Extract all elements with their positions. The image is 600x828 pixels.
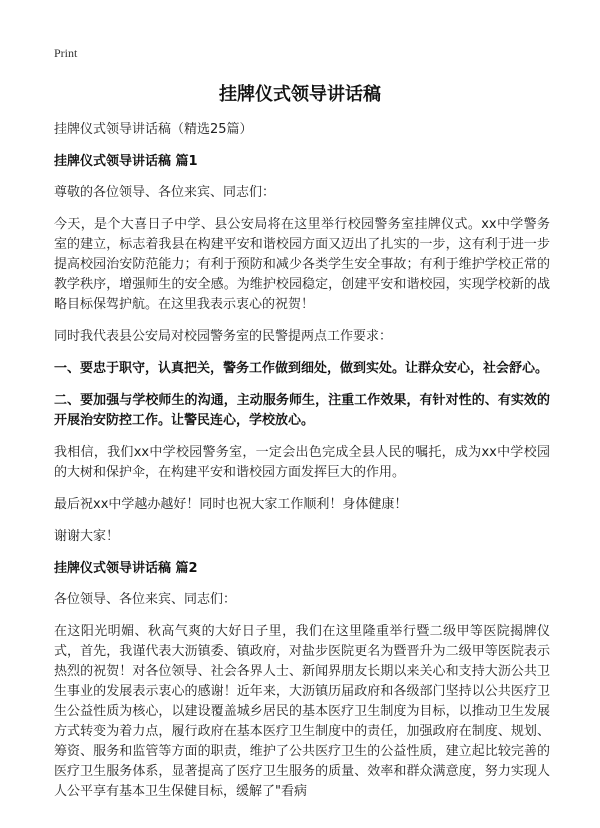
section1-requirement-2: 二、要加强与学校师生的沟通，主动服务师生，注重工作效果，有针对性的、有实效的开展治安防控工作。让警民连心，学校放心。 [54, 393, 550, 428]
section1-paragraph-1: 今天，是个大喜日子中学、县公安局将在这里举行校园警务室挂牌仪式。xx中学警务室的建立，标志着我县在构建平安和谐校园方面又迈出了扎实的一步，这有利于进一步提高校园治安防范能力；有利于预防和减少各类学生安全事故；有利于维护学校正常的教学秩序，增强师生的安全感。为维护校园稳定，创建平安和谐校园，实现学校新的战略目标保驾护航。在这里我表示衷心的祝贺！ [54, 217, 550, 312]
document-body [54, 120, 550, 814]
page-title: 挂牌仪式领导讲话稿 [219, 84, 381, 105]
print-link[interactable]: Print [54, 46, 78, 60]
section1-paragraph-4: 最后祝xx中学越办越好！同时也祝大家工作顺利！身体健康！ [54, 497, 408, 512]
section1-paragraph-5: 谢谢大家！ [54, 529, 120, 544]
section1-requirement-1: 一、要忠于职守，认真把关，警务工作做到细处，做到实处。让群众安心，社会舒心。 [54, 361, 549, 376]
section-heading-1: 挂牌仪式领导讲话稿 篇1 [54, 154, 198, 169]
section1-paragraph-3: 我相信，我们xx中学校园警务室，一定会出色完成全县人民的嘱托，成为xx中学校园的大树和保护伞，在构建平安和谐校园方面发挥巨大的作用。 [54, 445, 550, 480]
section2-greeting: 各位领导、各位来宾、同志们： [54, 592, 237, 607]
document-subtitle: 挂牌仪式领导讲话稿（精选25篇） [54, 122, 253, 137]
section1-greeting: 尊敬的各位领导、各位来宾、同志们： [54, 185, 276, 200]
section1-paragraph-2: 同时我代表县公安局对校园警务室的民警提两点工作要求： [54, 329, 393, 344]
section-heading-2: 挂牌仪式领导讲话稿 篇2 [54, 561, 198, 576]
section2-paragraph-1: 在这阳光明媚、秋高气爽的大好日子里，我们在这里隆重举行暨二级甲等医院揭牌仪式，首先，我谨代表大沥镇委、镇政府，对盐步医院更名为暨晋升为二级甲等医院表示热烈的祝贺！对各位领导、社会各界人士、新闻界朋友长期以来关心和支持大沥公共卫生事业的发展表示衷心的感谢！近年来，大沥镇历届政府和各级部门坚持以公共医疗卫生公益性质为核心，以建设覆盖城乡居民的基本医疗卫生制度为目标，以推动卫生发展方式转变为着力点，履行政府在基本医疗卫生制度中的责任，加强政府在制度、规划、筹资、服务和监管等方面的职责，维护了公共医疗卫生的公益性质，建立起比较完善的医疗卫生服务体系，显著提高了医疗卫生服务的质量、效率和群众满意度，努力实现人人公平享有基本卫生保健目标，缓解了"看病 [54, 624, 550, 799]
